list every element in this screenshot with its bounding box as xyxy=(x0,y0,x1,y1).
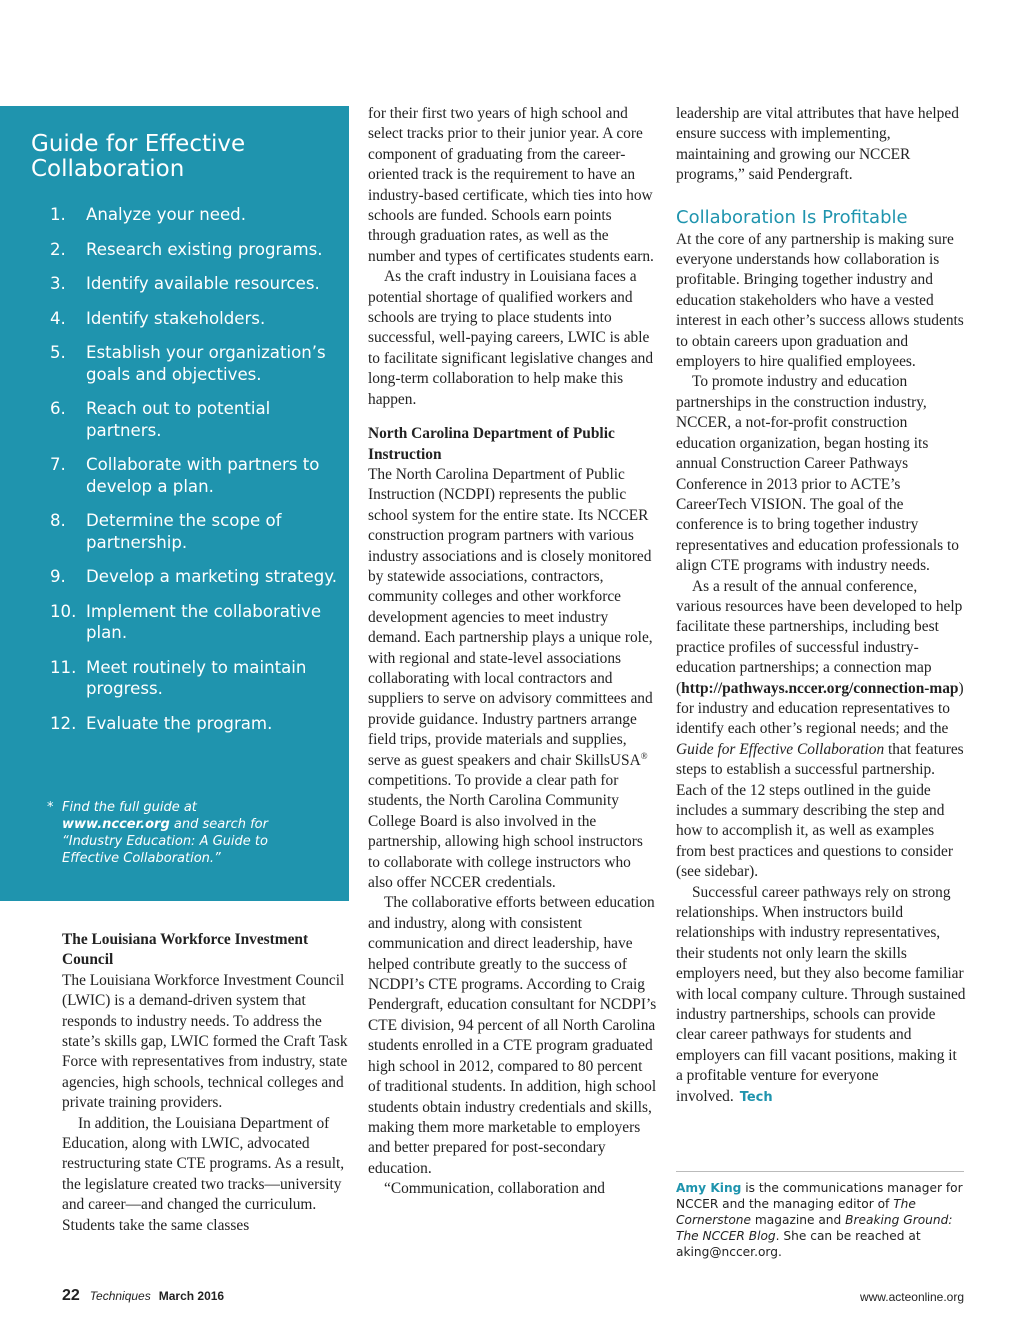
guide-step xyxy=(50,601,340,644)
page-number: 22 xyxy=(62,1287,80,1304)
section-heading-louisiana: The Louisiana Workforce Investment Council xyxy=(62,931,309,969)
step-text: Analyze your need. xyxy=(86,205,246,224)
column-3 xyxy=(676,104,966,1108)
step-number: 8. xyxy=(50,511,66,530)
guide-step xyxy=(50,204,340,226)
paragraph: As a result of the annual conference, various resources have been developed to help facilitate these partnerships, including best practice profiles of successful industry-education partnerships; a connection map (http://pathways.nccer.org/connection-map) for industry and education representatives to identify each other’s regional needs; and the Guide for Effective Collaboration that features steps to establish a successful partnership. Each of the 12 steps outlined in the guide includes a summary describing the step and how to accomplish it, as well as examples from best practices and questions to consider (see sidebar). xyxy=(676,577,964,881)
step-number: 4. xyxy=(50,308,66,328)
guide-step xyxy=(50,308,340,330)
step-text: Develop a marketing strategy. xyxy=(86,567,337,586)
step-text: Evaluate the program. xyxy=(86,713,273,733)
guide-step xyxy=(50,342,340,385)
registered-mark: ® xyxy=(640,750,648,761)
guide-step xyxy=(50,510,340,553)
guide-step xyxy=(50,713,340,735)
guide-step xyxy=(50,454,340,497)
step-text: Identify available resources. xyxy=(86,274,320,293)
page-footer xyxy=(62,1287,964,1305)
guide-sidebar xyxy=(0,106,349,901)
step-text: Meet routinely to maintain progress. xyxy=(86,657,307,698)
guide-step xyxy=(50,239,340,261)
step-number: 2. xyxy=(50,239,66,259)
paragraph: The North Carolina Department of Public Instruction (NCDPI) represents the public school system for the entire state. Its NCCER construction program partners with various industry associations and is closely monitored by statewide associations, contractors, community colleges and other workforce development agencies to meet industry demand. Each partnership plays a unique role, with regional and state-level associations collaborating with local contractors and suppliers to serve on advisory committees and provide guidance. Industry partners arrange field trips, provide materials and supplies, serve as guest speakers and chair SkillsUSA® competitions. To provide a clear path for students, the North Carolina Community College Board is also involved in the partnership, allowing high school instructors to collaborate with college instructors who also offer NCCER credentials. xyxy=(368,465,653,892)
paragraph: In addition, the Louisiana Department of Education, along with LWIC, advocated restructuring state CTE programs. As a result, the legislature created two tracks—university and career—and changed the curriculum. Students take the same classes xyxy=(62,1114,345,1234)
paragraph: The Louisiana Workforce Investment Council (LWIC) is a demand-driven system that responds to industry needs. To address the state’s skills gap, LWIC formed the Craft Task Force with representatives from industry, state agencies, high schools, technical colleges and private training providers. xyxy=(62,971,348,1112)
connection-map-link[interactable]: http://pathways.nccer.org/connection-map xyxy=(681,679,959,697)
column-1 xyxy=(62,930,350,1236)
tech-end-mark: Tech xyxy=(739,1089,773,1105)
step-text: Establish your organization’s goals and objectives. xyxy=(86,343,326,384)
asterisk: * xyxy=(47,800,54,815)
step-number: 9. xyxy=(50,567,66,586)
step-number: 12. xyxy=(50,713,77,733)
step-number: 5. xyxy=(50,343,66,362)
step-number: 1. xyxy=(50,205,66,224)
paragraph: To promote industry and education partnerships in the construction industry, NCCER, a not-for-profit construction education organization, began hosting its annual Construction Career Pathways Conference in 2013 prior to ACTE’s CareerTech VISION. The goal of the conference is to bring together industry representatives and education professionals to align CTE programs with industry needs. xyxy=(676,373,959,575)
guide-step xyxy=(50,566,340,588)
guide-steps-list xyxy=(50,204,340,747)
step-text: Determine the scope of partnership. xyxy=(86,511,282,552)
publication-name: Techniques xyxy=(89,1289,151,1303)
author-name: Amy King xyxy=(676,1181,742,1195)
step-number: 10. xyxy=(50,601,77,621)
step-number: 7. xyxy=(50,455,66,474)
step-number: 3. xyxy=(50,274,66,293)
paragraph: The collaborative efforts between education and industry, along with consistent communication and direct leadership, have helped contribute greatly to the success of NCDPI’s CTE programs. According to Craig Pendergraft, education consultant for NCDPI’s CTE division, 94 percent of all North Carolina students enrolled in a CTE program graduated high school in 2012, compared to 80 percent of traditional students. In addition, high school students obtain industry credentials and skills, making them more marketable to employers and better prepared for post-secondary education. xyxy=(368,894,657,1177)
guide-step xyxy=(50,657,340,700)
footnote-link[interactable]: www.nccer.org xyxy=(62,817,170,832)
sidebar-footnote: * Find the full guide at www.nccer.org and search for “Industry Education: A Guide to Effective Collaboration.” xyxy=(47,800,268,866)
author-bio: Amy King is the communications manager for NCCER and the managing editor of The Cornerstone magazine and Breaking Ground: The NCCER Blog. She can be reached at aking@nccer.org. xyxy=(676,1171,964,1260)
step-text: Research existing programs. xyxy=(86,239,323,259)
step-text: Identify stakeholders. xyxy=(86,308,266,328)
guide-step xyxy=(50,273,340,295)
step-text: Implement the collaborative plan. xyxy=(86,601,322,642)
step-number: 11. xyxy=(50,657,77,677)
guide-step xyxy=(50,398,340,441)
paragraph: Successful career pathways rely on strong relationships. When instructors build relationships with industry representatives, their students not only learn the skills employers need, but they also become familiar with local company culture. Through sustained industry partnerships, schools can provide clear career pathways for students and employers can fill vacant positions, making it a profitable venture for everyone involved. Tech xyxy=(676,883,966,1105)
section-heading-profitable: Collaboration Is Profitable xyxy=(676,206,908,228)
column-2 xyxy=(368,104,658,1200)
paragraph: At the core of any partnership is making sure everyone understands how collaboration is profitable. Bringing together industry and education stakeholders who have a vested interest in each other’s success allows students to obtain careers upon graduation and employers to hire qualified employees. xyxy=(676,230,964,371)
issue-date: March 2016 xyxy=(158,1289,225,1303)
paragraph: leadership are vital attributes that have helped ensure success with implementing, maintaining and growing our NCCER programs,” said Pendergraft. xyxy=(676,105,959,184)
paragraph: “Communication, collaboration and xyxy=(384,1180,605,1198)
paragraph: As the craft industry in Louisiana faces a potential shortage of qualified workers and schools are trying to place students into successful, well-paying careers, LWIC is able to facilitate significant legislative changes and long-term collaboration to help make this happen. xyxy=(368,268,654,408)
section-heading-north-carolina: North Carolina Department of Public Instruction xyxy=(368,425,615,463)
step-text: Collaborate with partners to develop a plan. xyxy=(86,455,320,496)
footer-url[interactable]: www.acteonline.org xyxy=(859,1290,964,1304)
step-text: Reach out to potential partners. xyxy=(86,399,271,440)
sidebar-title: Guide for Effective Collaboration xyxy=(31,131,246,182)
step-number: 6. xyxy=(50,399,66,418)
paragraph: for their first two years of high school and select tracks prior to their junior year. A core component of graduating from the career-oriented track is the requirement to have an industry-based certificate, which ties into how schools are funded. Schools earn points through graduation rates, as well as the number and types of certificates students earn. xyxy=(368,105,654,265)
